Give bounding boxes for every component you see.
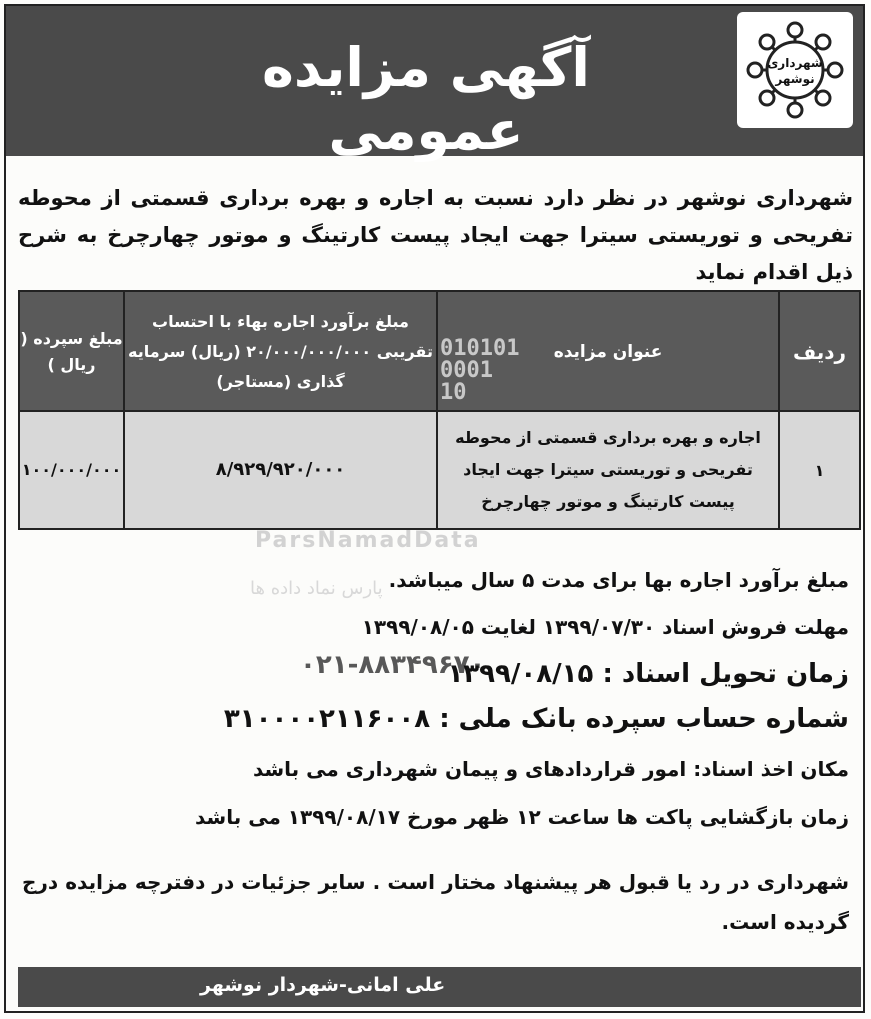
svg-text:شهرداری: شهرداری — [767, 56, 823, 70]
watermark-subtitle: پارس نماد داده ها — [250, 578, 383, 599]
rights-paragraph: شهرداری در رد یا قبول هر پیشنهاد مختار است . سایر جزئیات در دفترچه مزایده درج گردیده است. — [22, 870, 849, 934]
header-deposit: مبلغ سپرده ( ریال ) — [20, 329, 123, 374]
account-line: شماره حساب سپرده بانک ملی : ۳۱۰۰۰۰۲۱۱۶۰۰۸ — [223, 704, 849, 734]
header-banner — [6, 6, 863, 162]
place-line: مکان اخذ اسناد: امور قراردادهای و پیمان شهرداری می باشد — [252, 757, 849, 781]
watermark-brand: ParsNamadData — [255, 528, 481, 553]
watermark-digits: 010101 0001 10 — [440, 336, 520, 405]
svg-text:نوشهر: نوشهر — [775, 72, 815, 86]
header-estimate: مبلغ برآورد اجاره بهاء با احتساب تقریبی ۲۰/۰۰۰/۰۰۰/۰۰۰ (ریال) سرمایه گذاری (مستاجر) — [128, 312, 433, 391]
logo-emblem-icon — [737, 12, 853, 128]
header-title: عنوان مزایده — [553, 342, 663, 362]
sale-deadline-line: مهلت فروش اسناد ۱۳۹۹/۰۷/۳۰ لغایت ۱۳۹۹/۰۸/۰۵ — [361, 615, 849, 639]
duration-line: مبلغ برآورد اجاره بها برای مدت ۵ سال میباشد. — [388, 568, 849, 592]
table-row — [20, 412, 859, 528]
intro-paragraph: شهرداری نوشهر در نظر دارد نسبت به اجاره و بهره برداری قسمتی از محوطه تفریحی و توریستی سیترا جهت ایجاد پیست کارتینگ و موتور چهارچرخ به شرح ذیل اقدام نماید — [18, 186, 853, 284]
row-title: اجاره و بهره برداری قسمتی از محوطه تفریحی و توریستی سیترا جهت ایجاد پیست کارتینگ و موتور چهارچرخ — [455, 428, 761, 511]
table-divider — [123, 292, 125, 528]
delivery-line: زمان تحویل اسناد : ۱۳۹۹/۰۸/۱۵ — [447, 659, 849, 689]
row-number: ۱ — [814, 460, 825, 480]
municipality-logo — [737, 12, 853, 128]
header-row-number: ردیف — [792, 340, 847, 364]
table-divider — [778, 292, 780, 528]
opening-line: زمان بازگشایی پاکت ها ساعت ۱۲ ظهر مورخ ۱۳۹۹/۰۸/۱۷ می باشد — [195, 805, 849, 829]
table-divider — [436, 292, 438, 528]
phone-number: ۰۲۱-۸۸۳۴۹۶۷۰ — [300, 650, 486, 680]
notice-title: آگهی مزایده عمومی — [262, 36, 590, 162]
row-estimate: ۸/۹۲۹/۹۲۰/۰۰۰ — [215, 459, 346, 480]
signature: علی امانی-شهردار نوشهر — [200, 974, 446, 996]
row-deposit: ۱۰۰/۰۰۰/۰۰۰ — [21, 460, 122, 479]
table-divider — [20, 410, 859, 412]
auction-table — [18, 290, 861, 530]
